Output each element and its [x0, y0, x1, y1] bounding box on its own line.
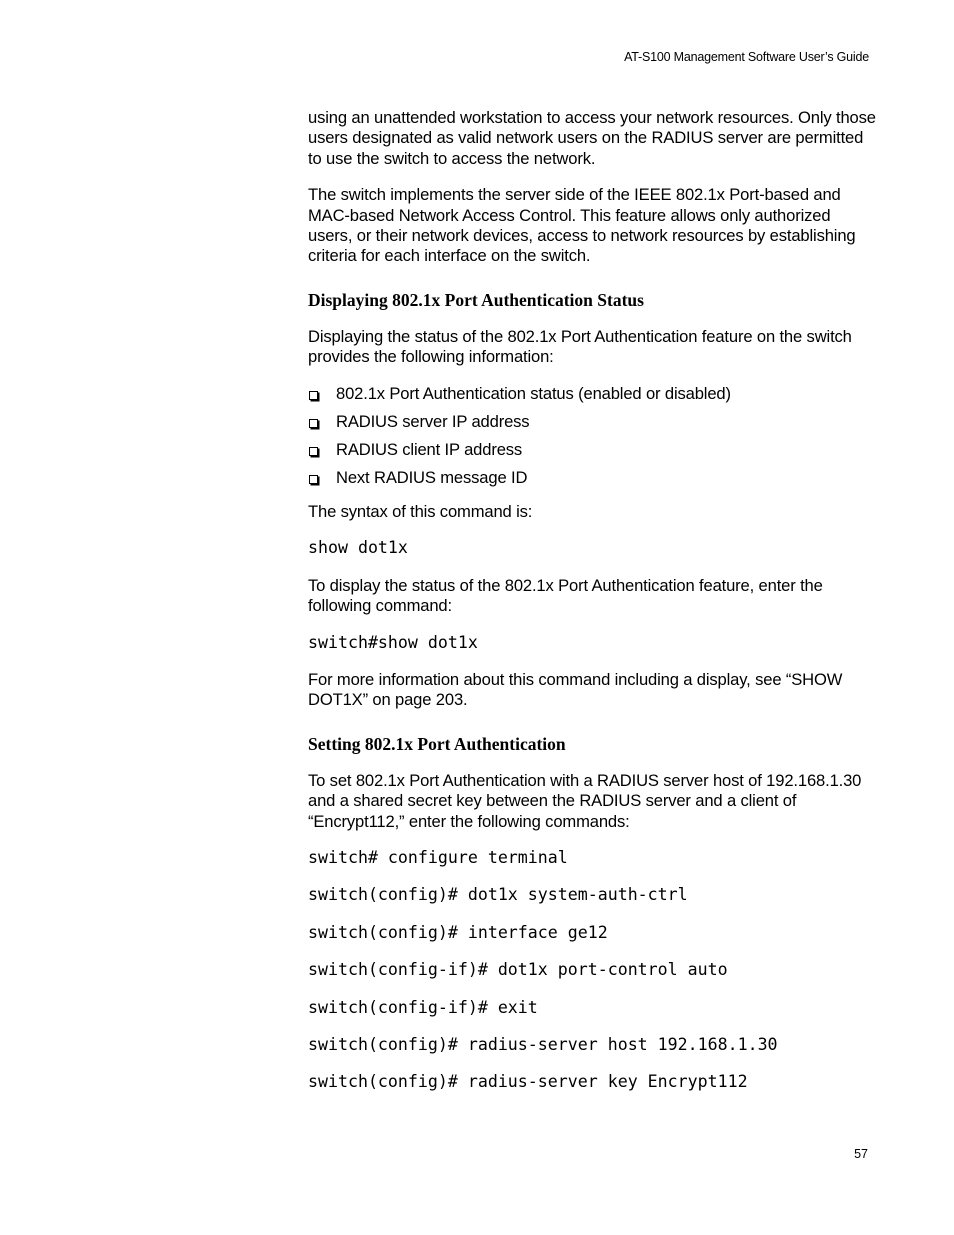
- list-item: [308, 468, 878, 488]
- checkbox-bullet-icon: [309, 475, 318, 484]
- checkbox-bullet-icon: [309, 447, 318, 456]
- intro-paragraph-2: The switch implements the server side of the IEEE 802.1x Port-based and MAC-based Network Access Control. This feature allows only authorized users, or their network devices, access to network resources by establishing criteria for each interface on the switch.: [308, 185, 856, 266]
- page-number: 57: [854, 1147, 868, 1161]
- command-line: switch(config-if)# dot1x port-control auto: [308, 960, 728, 980]
- example-command: switch#show dot1x: [308, 632, 478, 652]
- info-bullet-list: [308, 384, 878, 488]
- more-info-paragraph: For more information about this command including a display, see “SHOW DOT1X” on page 203.: [308, 670, 843, 710]
- intro-paragraph-1: using an unattended workstation to access your network resources. Only those users designated as valid network users on the RADIUS server are permitted to use the switch to access the network.: [308, 108, 876, 168]
- command-line: switch(config)# dot1x system-auth-ctrl: [308, 885, 688, 905]
- page-content: [308, 108, 878, 1110]
- example-intro: To display the status of the 802.1x Port Authentication feature, enter the following command:: [308, 575, 823, 616]
- section-heading-display-status: Displaying 802.1x Port Authentication Status: [308, 289, 644, 310]
- command-line: switch# configure terminal: [308, 848, 568, 868]
- command-line: switch(config)# interface ge12: [308, 922, 608, 942]
- checkbox-bullet-icon: [309, 391, 318, 400]
- list-item: [308, 412, 878, 432]
- list-item-text: Next RADIUS message ID: [336, 467, 528, 487]
- command-line: switch(config-if)# exit: [308, 997, 538, 1017]
- command-line: switch(config)# radius-server key Encrypt112: [308, 1072, 748, 1092]
- running-header: AT-S100 Management Software User’s Guide: [624, 50, 869, 64]
- list-item: [308, 384, 878, 404]
- list-item-text: RADIUS server IP address: [336, 411, 530, 431]
- list-item: [308, 440, 878, 460]
- list-item-text: 802.1x Port Authentication status (enabled or disabled): [336, 383, 731, 403]
- command-line: switch(config)# radius-server host 192.168.1.30: [308, 1035, 778, 1055]
- display-status-paragraph: Displaying the status of the 802.1x Port Authentication feature on the switch provides the following information:: [308, 326, 852, 367]
- syntax-intro: The syntax of this command is:: [308, 502, 533, 522]
- checkbox-bullet-icon: [309, 419, 318, 428]
- syntax-command: show dot1x: [308, 538, 408, 558]
- section-heading-setting-auth: Setting 802.1x Port Authentication: [308, 733, 566, 754]
- list-item-text: RADIUS client IP address: [336, 439, 523, 459]
- setting-auth-paragraph: To set 802.1x Port Authentication with a RADIUS server host of 192.168.1.30 and a shared secret key between the RADIUS server and a client of “Encrypt112,” enter the following commands:: [308, 770, 862, 831]
